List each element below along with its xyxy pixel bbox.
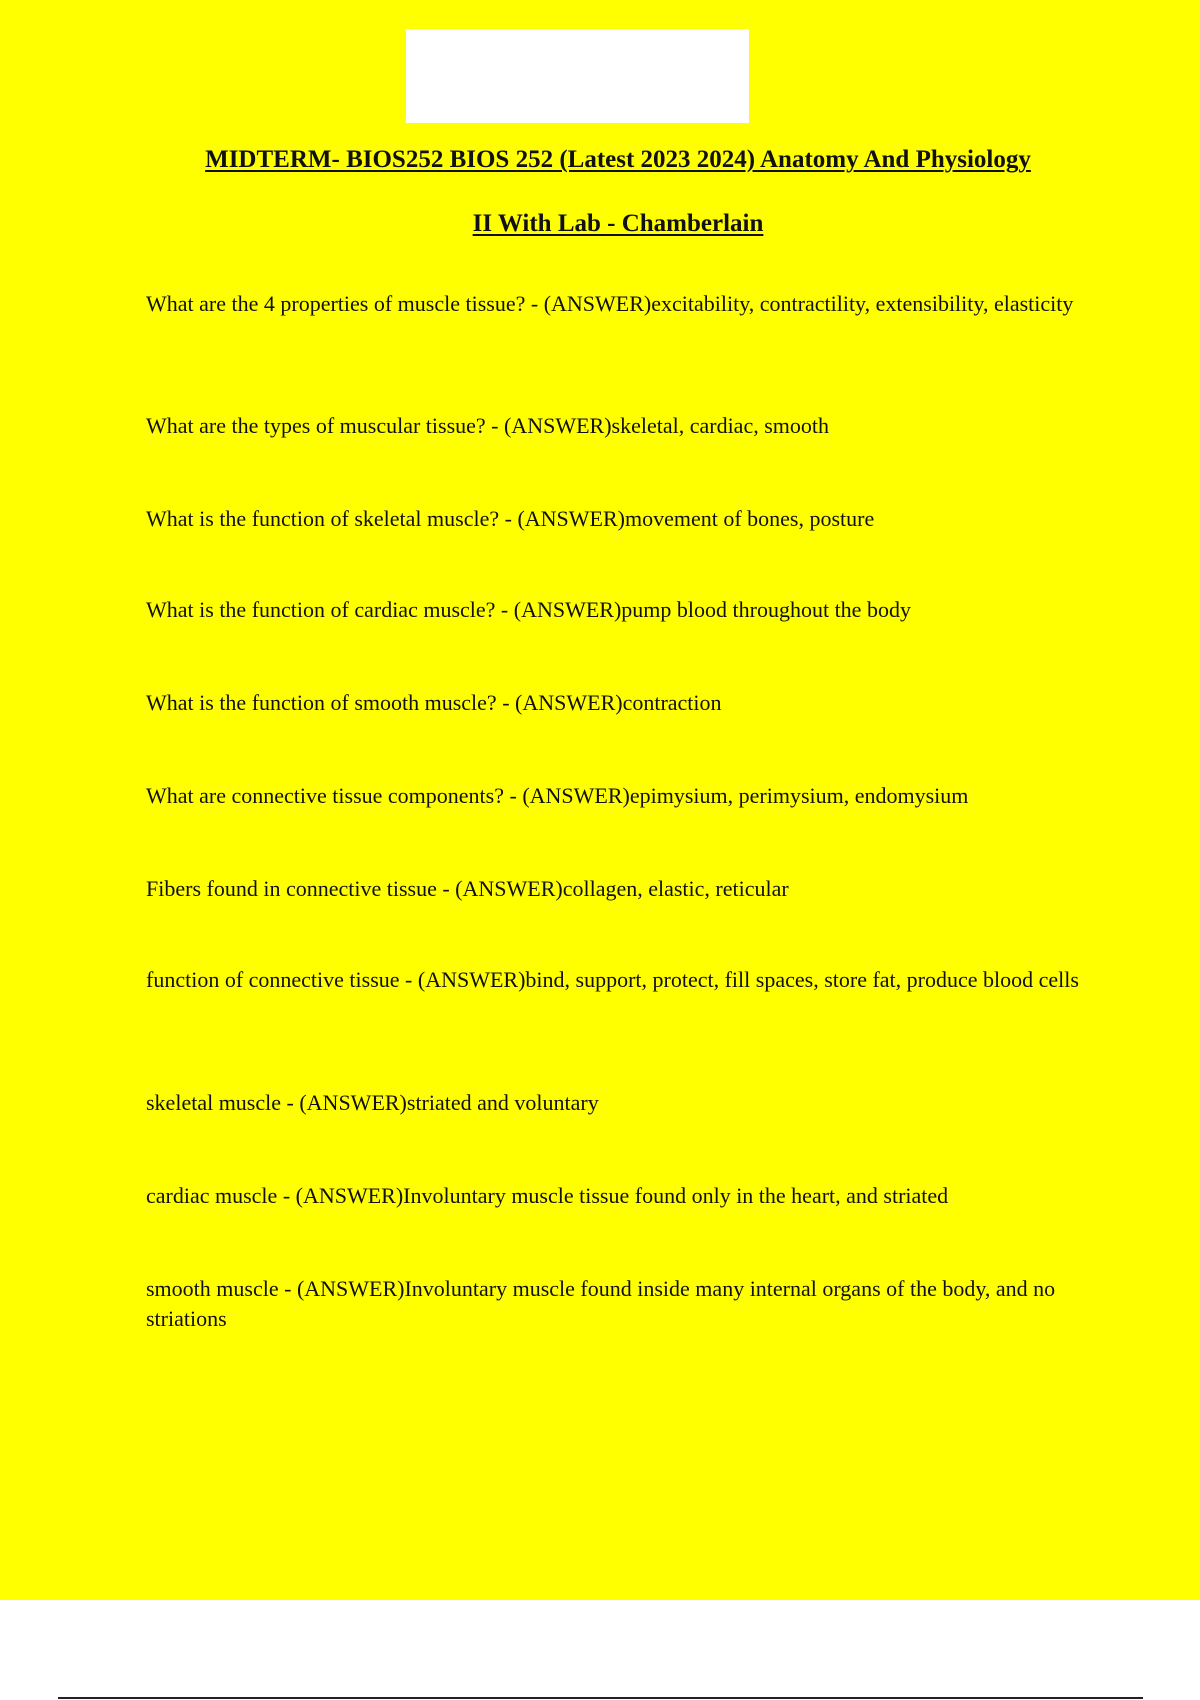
qa-item (146, 1274, 1086, 1334)
qa-answer: (ANSWER)movement of bones, posture (517, 506, 875, 531)
qa-question: function of connective tissue - (146, 967, 418, 992)
qa-answer: (ANSWER)excitability, contractility, extensibility, elasticity (543, 291, 1074, 316)
qa-question: What is the function of smooth muscle? - (146, 690, 516, 715)
qa-answer: (ANSWER)pump blood throughout the body (513, 597, 911, 622)
qa-answer: (ANSWER)epimysium, perimysium, endomysium (522, 783, 969, 808)
qa-answer: (ANSWER)bind, support, protect, fill spaces, store fat, produce blood cells (417, 967, 1079, 992)
qa-answer: (ANSWER)striated and voluntary (299, 1090, 599, 1115)
qa-item (146, 411, 1086, 441)
qa-item (146, 688, 1086, 718)
qa-question: What is the function of cardiac muscle? - (146, 597, 514, 622)
qa-question: Fibers found in connective tissue - (146, 876, 456, 901)
qa-question: cardiac muscle - (146, 1183, 296, 1208)
qa-question: smooth muscle - (146, 1276, 297, 1301)
document-title-line-1: MIDTERM- BIOS252 BIOS 252 (Latest 2023 2024) Anatomy And Physiology (205, 146, 1031, 173)
qa-answer: (ANSWER)skeletal, cardiac, smooth (503, 413, 829, 438)
qa-answer: (ANSWER)Involuntary muscle found inside many internal organs of the body, and no striations (146, 1276, 1056, 1331)
qa-item (146, 874, 1086, 904)
qa-question: What are the types of muscular tissue? - (146, 413, 504, 438)
qa-item (146, 289, 1086, 319)
qa-question: What are the 4 properties of muscle tissue? - (146, 291, 544, 316)
qa-item (146, 504, 1086, 534)
qa-answer: (ANSWER)collagen, elastic, reticular (455, 876, 789, 901)
qa-item (146, 1088, 1086, 1118)
qa-question: What is the function of skeletal muscle? - (146, 506, 518, 531)
qa-item (146, 965, 1086, 995)
qa-item (146, 781, 1086, 811)
qa-question: What are connective tissue components? - (146, 783, 523, 808)
qa-answer: (ANSWER)Involuntary muscle tissue found only in the heart, and striated (295, 1183, 949, 1208)
qa-answer: (ANSWER)contraction (515, 690, 722, 715)
document-title-line-2: II With Lab - Chamberlain (472, 210, 764, 237)
qa-question: skeletal muscle - (146, 1090, 300, 1115)
qa-item (146, 595, 1086, 625)
logo-placeholder (406, 29, 749, 123)
qa-item (146, 1181, 1086, 1211)
footer-rule (58, 1697, 1143, 1699)
